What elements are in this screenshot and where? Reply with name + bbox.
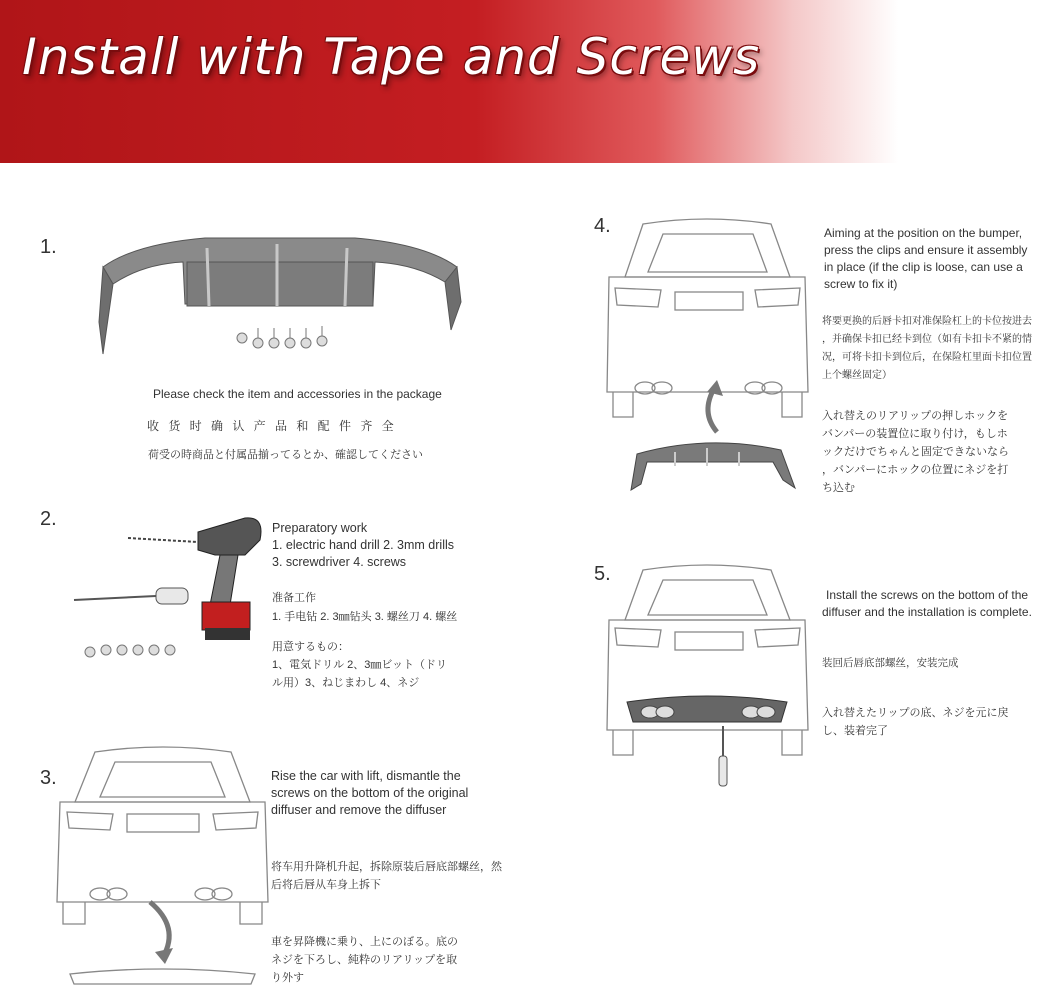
step-3-line-4: 将车用升降机升起，拆除原装后唇底部螺丝，然	[271, 861, 502, 873]
step-2-line-2: 1. electric hand drill 2. 3mm drills	[272, 538, 455, 552]
step-4-line-2: press the clips and ensure it assembly	[824, 243, 1028, 257]
step-4-line-6: ，并确保卡扣已经卡到位（如有卡扣卡不紧的情	[822, 334, 1032, 345]
step-4-line-11: ックだけでちゃんと固定できないなら	[822, 446, 1009, 458]
step-5-line-1: Install the screws on the bottom of the	[826, 588, 1029, 602]
step-4-line-10: バンパーの装置位に取り付け，もしホ	[822, 428, 1008, 440]
step-5-car-illustration	[605, 560, 810, 805]
step-4-line-4: screw to fix it)	[824, 277, 898, 291]
step-1-text-en: Please check the item and accessories in the package	[153, 387, 442, 401]
step-5-line-5: し、装着完了	[822, 725, 888, 737]
step-2-line-1: Preparatory work	[272, 521, 368, 535]
title-banner	[0, 0, 1057, 163]
step-3-line-2: screws on the bottom of the original	[271, 786, 469, 800]
step-5-line-2: diffuser and the installation is complete.	[822, 605, 1032, 619]
step-1-number: 1.	[40, 236, 57, 258]
step-2-line-8: ル用）3、ねじまわし 4、ネジ	[272, 677, 420, 689]
step-2-tools-illustration	[70, 510, 270, 670]
step-3-line-7: ネジを下ろし、純粋のリアリップを取	[271, 954, 458, 966]
step-3-line-6: 車を昇降機に乗り、上にのぼる。底の	[271, 936, 458, 948]
step-1-text-ja: 荷受の時商品と付属品揃ってるとか、確認してください	[148, 449, 423, 461]
step-1-text-zh: 收 货 时 确 认 产 品 和 配 件 齐 全	[147, 419, 397, 433]
step-4-line-13: ち込む	[822, 482, 855, 494]
banner-title: Install with Tape and Screws	[22, 28, 761, 86]
step-2-line-5: 1. 手电钻 2. 3㎜钻头 3. 螺丝刀 4. 螺丝	[272, 611, 458, 623]
step-4-line-9: 入れ替えのリアリップの押しホックを	[822, 410, 1009, 422]
step-3-car-illustration	[55, 742, 270, 1000]
step-2-line-6: 用意するもの：	[272, 641, 349, 653]
step-4-line-12: ，バンパーにホックの位置にネジを打	[822, 464, 1009, 476]
step-4-line-8: 上个螺丝固定）	[822, 370, 892, 381]
step-4-line-5: 将要更换的后唇卡扣对准保险杠上的卡位按进去	[822, 316, 1032, 327]
step-2-number: 2.	[40, 508, 57, 530]
step-3-number: 3.	[40, 767, 57, 789]
step-4-number: 4.	[594, 215, 611, 237]
step-2-line-4: 准备工作	[272, 592, 316, 604]
step-4-car-illustration	[605, 212, 810, 497]
step-2-line-3: 3. screwdriver 4. screws	[272, 555, 407, 569]
step-3-line-3: diffuser and remove the diffuser	[271, 803, 447, 817]
step-5-number: 5.	[594, 563, 611, 585]
step-5-line-3: 装回后唇底部螺丝，安装完成	[822, 657, 959, 669]
step-4-line-3: in place (if the clip is loose, can use a	[824, 260, 1023, 274]
step-4-line-7: 况，可将卡扣卡到位后，在保险杠里面卡扣位置	[822, 352, 1032, 363]
step-2-line-7: 1、電気ドリル 2、3㎜ビット（ドリ	[272, 659, 447, 671]
step-1-diffuser-illustration	[95, 222, 465, 362]
step-3-line-1: Rise the car with lift, dismantle the	[271, 769, 461, 783]
step-3-line-5: 后将后唇从车身上拆下	[271, 879, 381, 891]
step-3-line-8: り外す	[271, 972, 304, 984]
step-5-line-4: 入れ替えたリップの底、ネジを元に戻	[822, 707, 1009, 719]
step-4-line-1: Aiming at the position on the bumper,	[824, 226, 1023, 240]
